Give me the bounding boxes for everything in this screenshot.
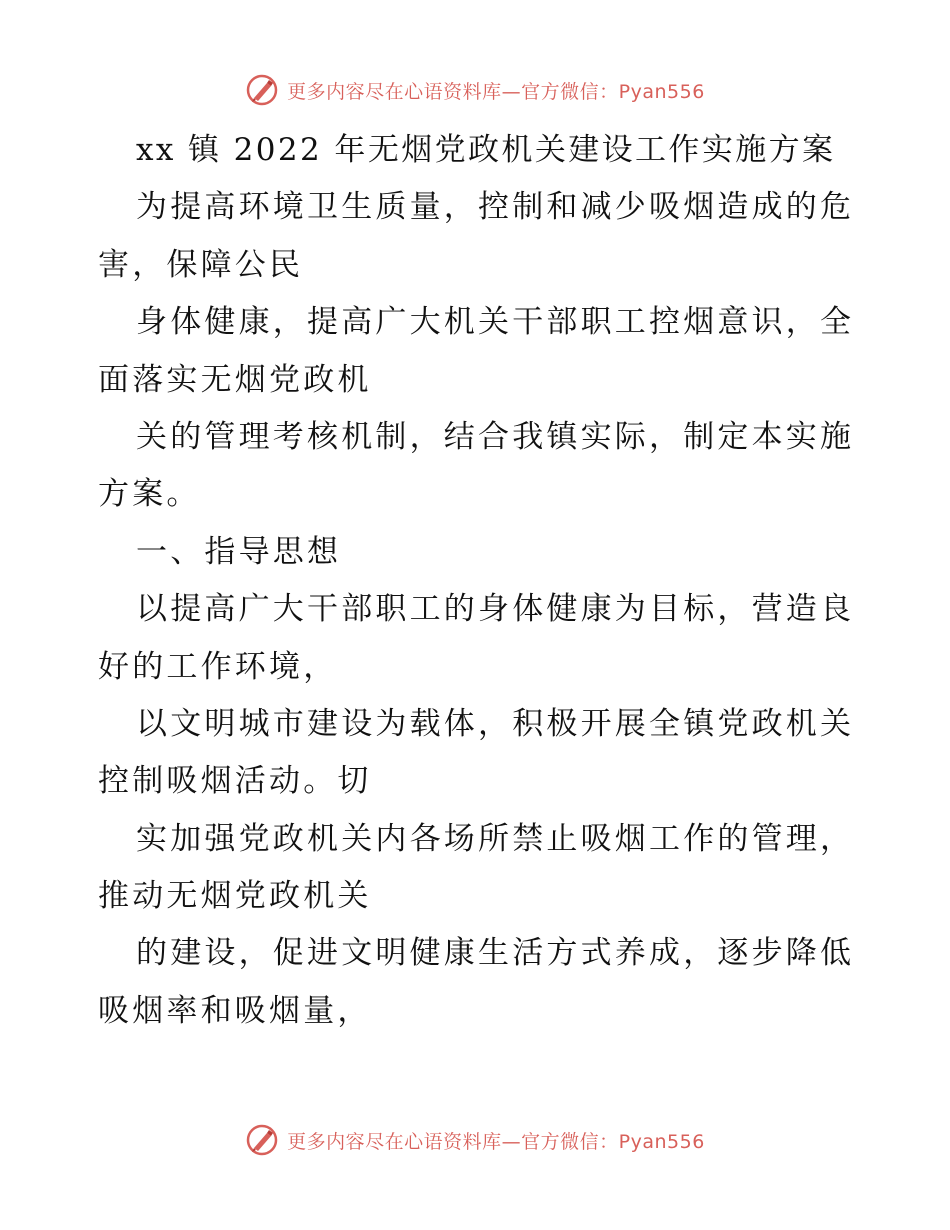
pen-logo-icon [245, 73, 279, 107]
paragraph-line: 吸烟率和吸烟量， [98, 992, 372, 1029]
paragraph-line: 好的工作环境， [98, 648, 338, 685]
paragraph-line: 实加强党政机关内各场所禁止吸烟工作的管理， [136, 820, 855, 857]
paragraph-line: 为提高环境卫生质量，控制和减少吸烟造成的危 [136, 189, 855, 226]
document-title: xx 镇 2022 年无烟党政机关建设工作实施方案 [136, 132, 836, 168]
section-heading: 一、指导思想 [136, 533, 342, 570]
paragraph-line: 推动无烟党政机关 [98, 878, 372, 915]
watermark-footer [0, 1120, 950, 1160]
document-body [98, 122, 858, 1040]
watermark-text: 更多内容尽在心语资料库—官方微信：Pyan556 [287, 80, 705, 103]
paragraph-line: 面落实无烟党政机 [98, 361, 372, 398]
watermark-text: 更多内容尽在心语资料库—官方微信：Pyan556 [287, 1130, 705, 1153]
paragraph-line: 控制吸烟活动。切 [98, 763, 372, 800]
paragraph-line: 以提高广大干部职工的身体健康为目标，营造良 [136, 591, 855, 628]
paragraph-line: 害，保障公民 [98, 246, 304, 283]
paragraph-line: 关的管理考核机制，结合我镇实际，制定本实施 [136, 418, 855, 455]
paragraph-line: 的建设，促进文明健康生活方式养成，逐步降低 [136, 935, 855, 972]
watermark-header [0, 70, 950, 110]
paragraph-line: 身体健康，提高广大机关干部职工控烟意识，全 [136, 304, 855, 341]
paragraph-line: 方案。 [98, 476, 201, 513]
pen-logo-icon [245, 1123, 279, 1157]
paragraph-line: 以文明城市建设为载体，积极开展全镇党政机关 [136, 705, 855, 742]
